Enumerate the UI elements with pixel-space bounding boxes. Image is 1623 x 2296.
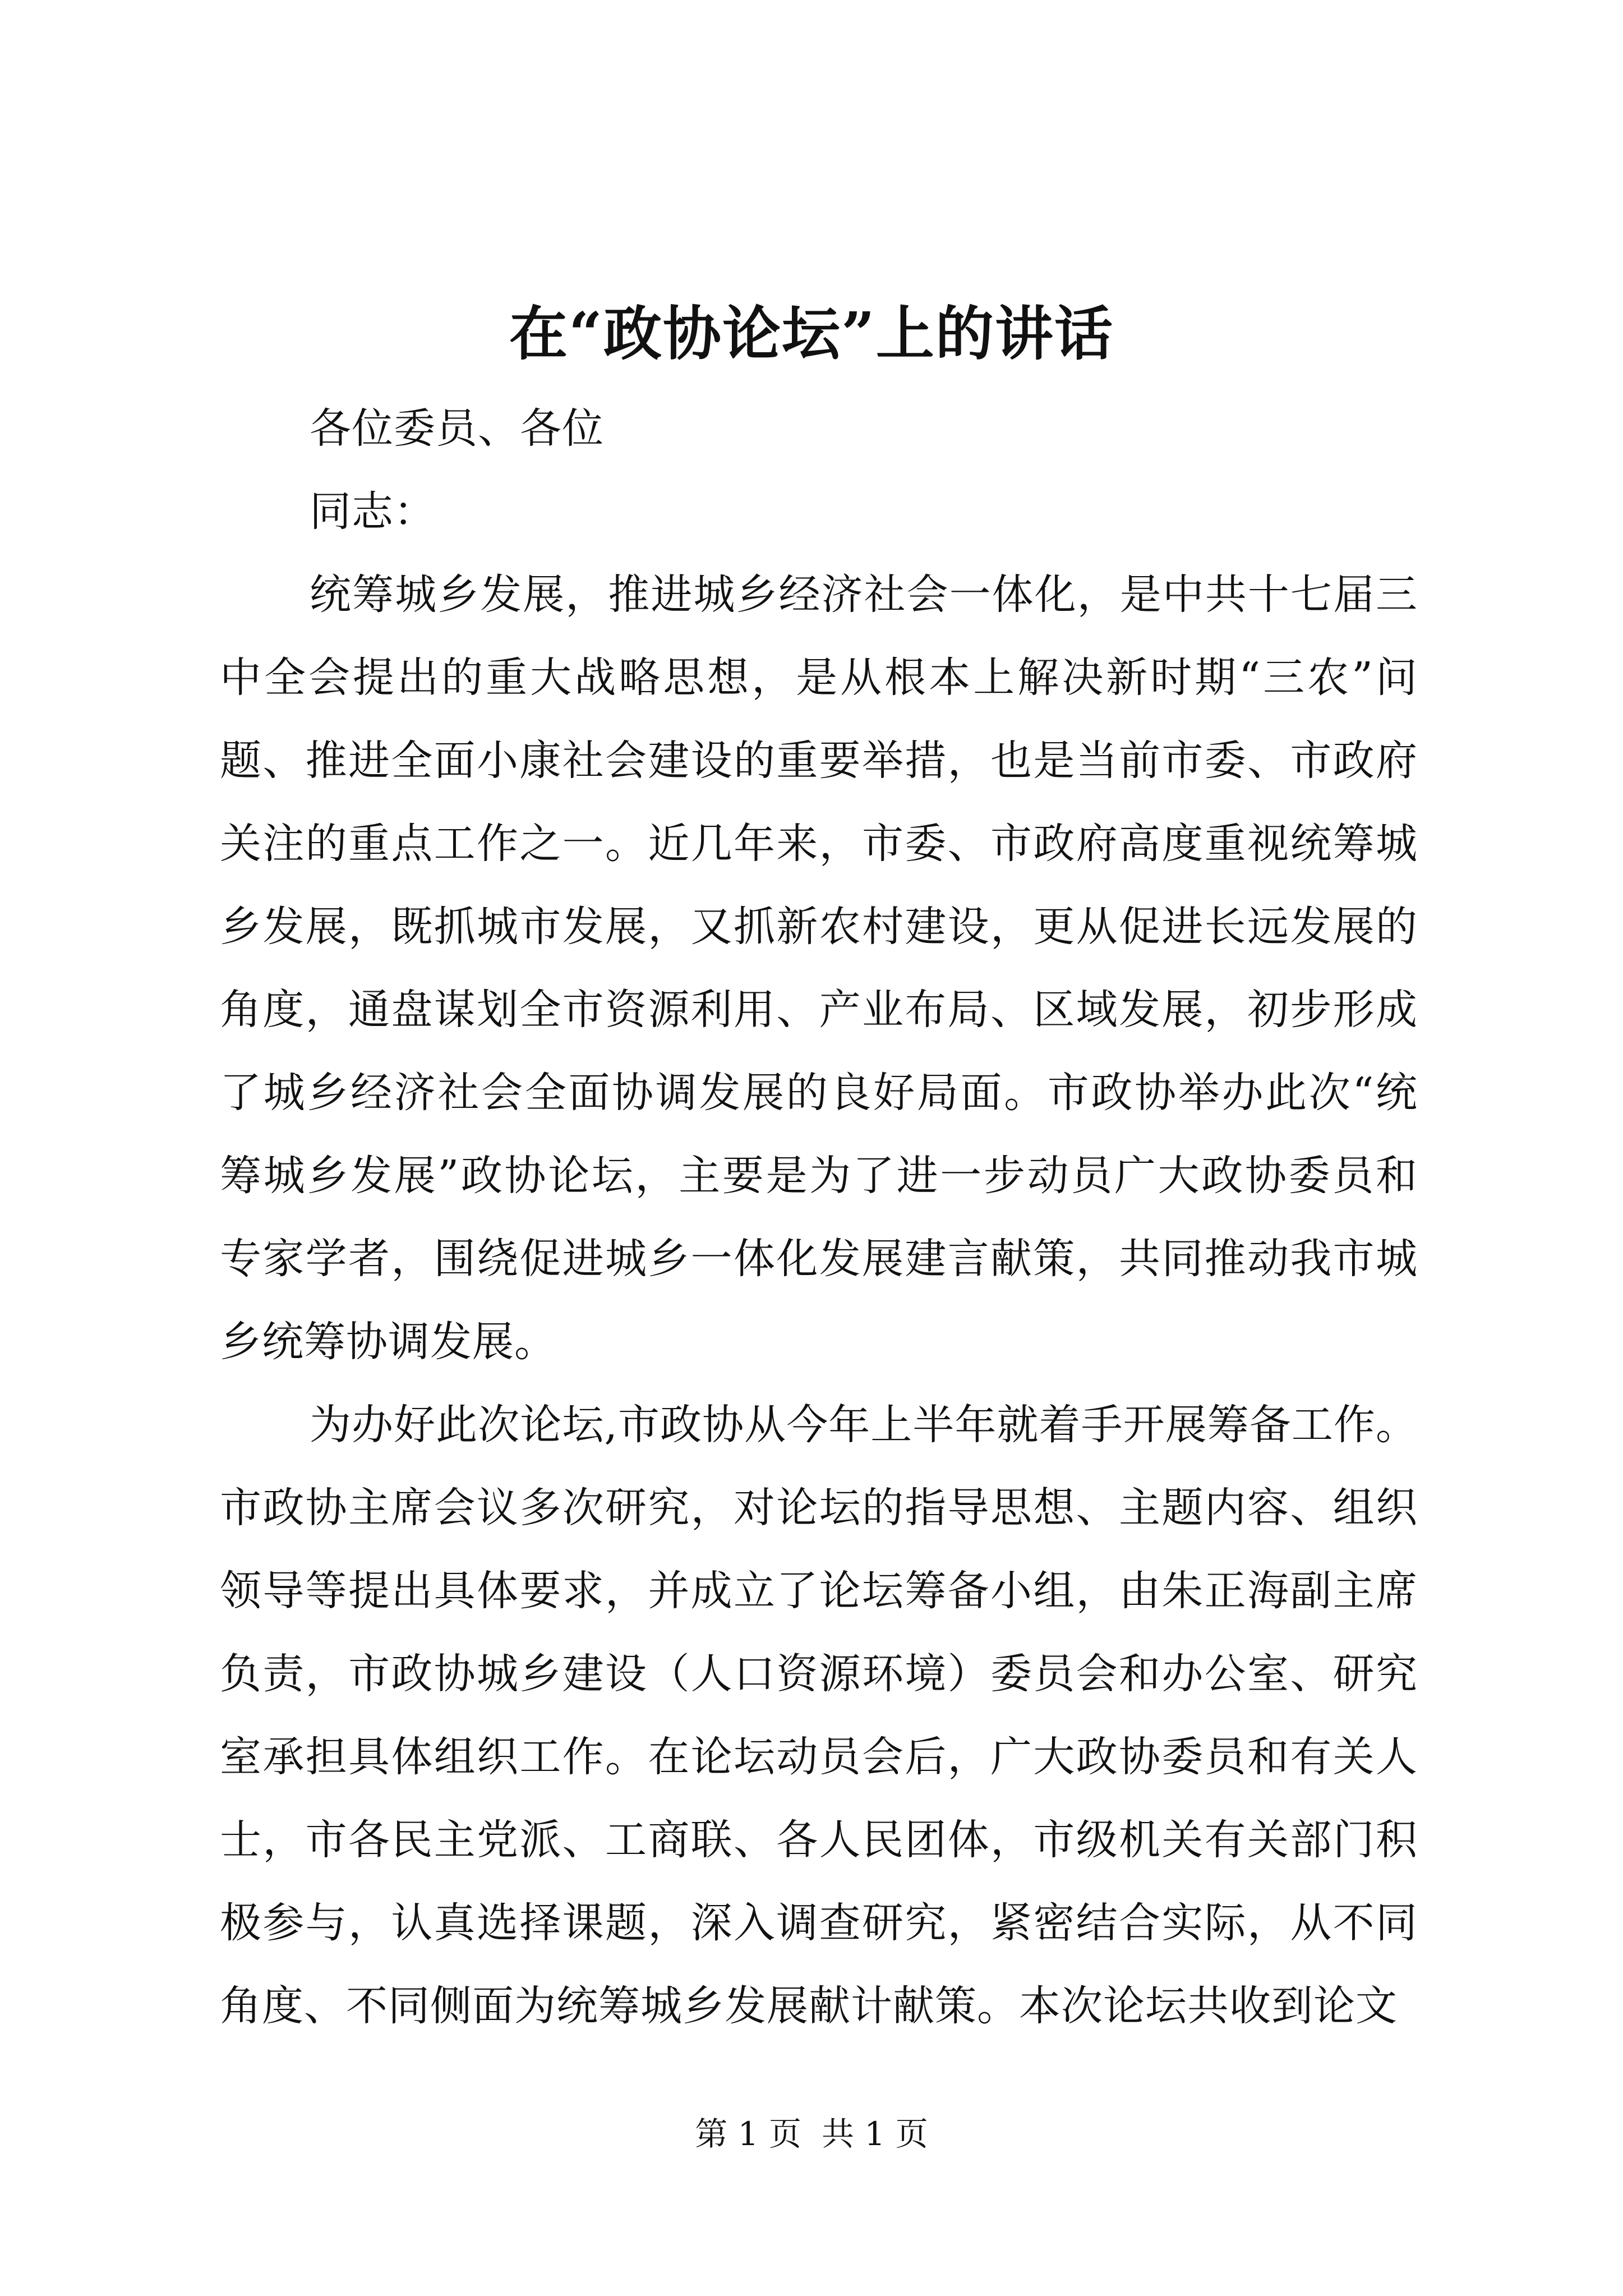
salutation-line-2: 同志： [310,487,436,536]
page-total: 共 1 页 [822,2115,928,2153]
document-body [220,387,1418,2047]
paragraph-2: 为办好此次论坛,市政协从今年上半年就着手开展筹备工作。市政协主席会议多次研究，对论坛的指导思想、主题内容、组织领导等提出具体要求，并成立了论坛筹备小组，由朱正海副主席负责，市政协城乡建设（人口资源环境）委员会和办公室、研究室承担具体组织工作。在论坛动员会后，广大政协委员和有关人士，市各民主党派、工商联、各人民团体，市级机关有关部门积极参与，认真选择课题，深入调查研究，紧密结合实际，从不同角度、不同侧面为统筹城乡发展献计献策。本次论坛共收到论文 [220,1401,1418,2030]
page-number: 第 1 页 [695,2115,801,2153]
salutation-line-1: 各位委员、各位 [310,404,604,453]
document-title: 在“政协论坛”上的讲话 [509,299,1114,368]
paragraph-1: 统筹城乡发展，推进城乡经济社会一体化，是中共十七届三中全会提出的重大战略思想，是从根本上解决新时期“三农”问题、推进全面小康社会建设的重要举措，也是当前市委、市政府关注的重点工作之一。近几年来，市委、市政府高度重视统筹城乡发展，既抓城市发展，又抓新农村建设，更从促进长远发展的角度，通盘谋划全市资源利用、产业布局、区域发展，初步形成了城乡经济社会全面协调发展的良好局面。市政协举办此次“统筹城乡发展”政协论坛，主要是为了进一步动员广大政协委员和专家学者，围绕促进城乡一体化发展建言献策，共同推动我市城乡统筹协调发展。 [220,570,1418,1366]
page-footer [0,2111,1623,2156]
